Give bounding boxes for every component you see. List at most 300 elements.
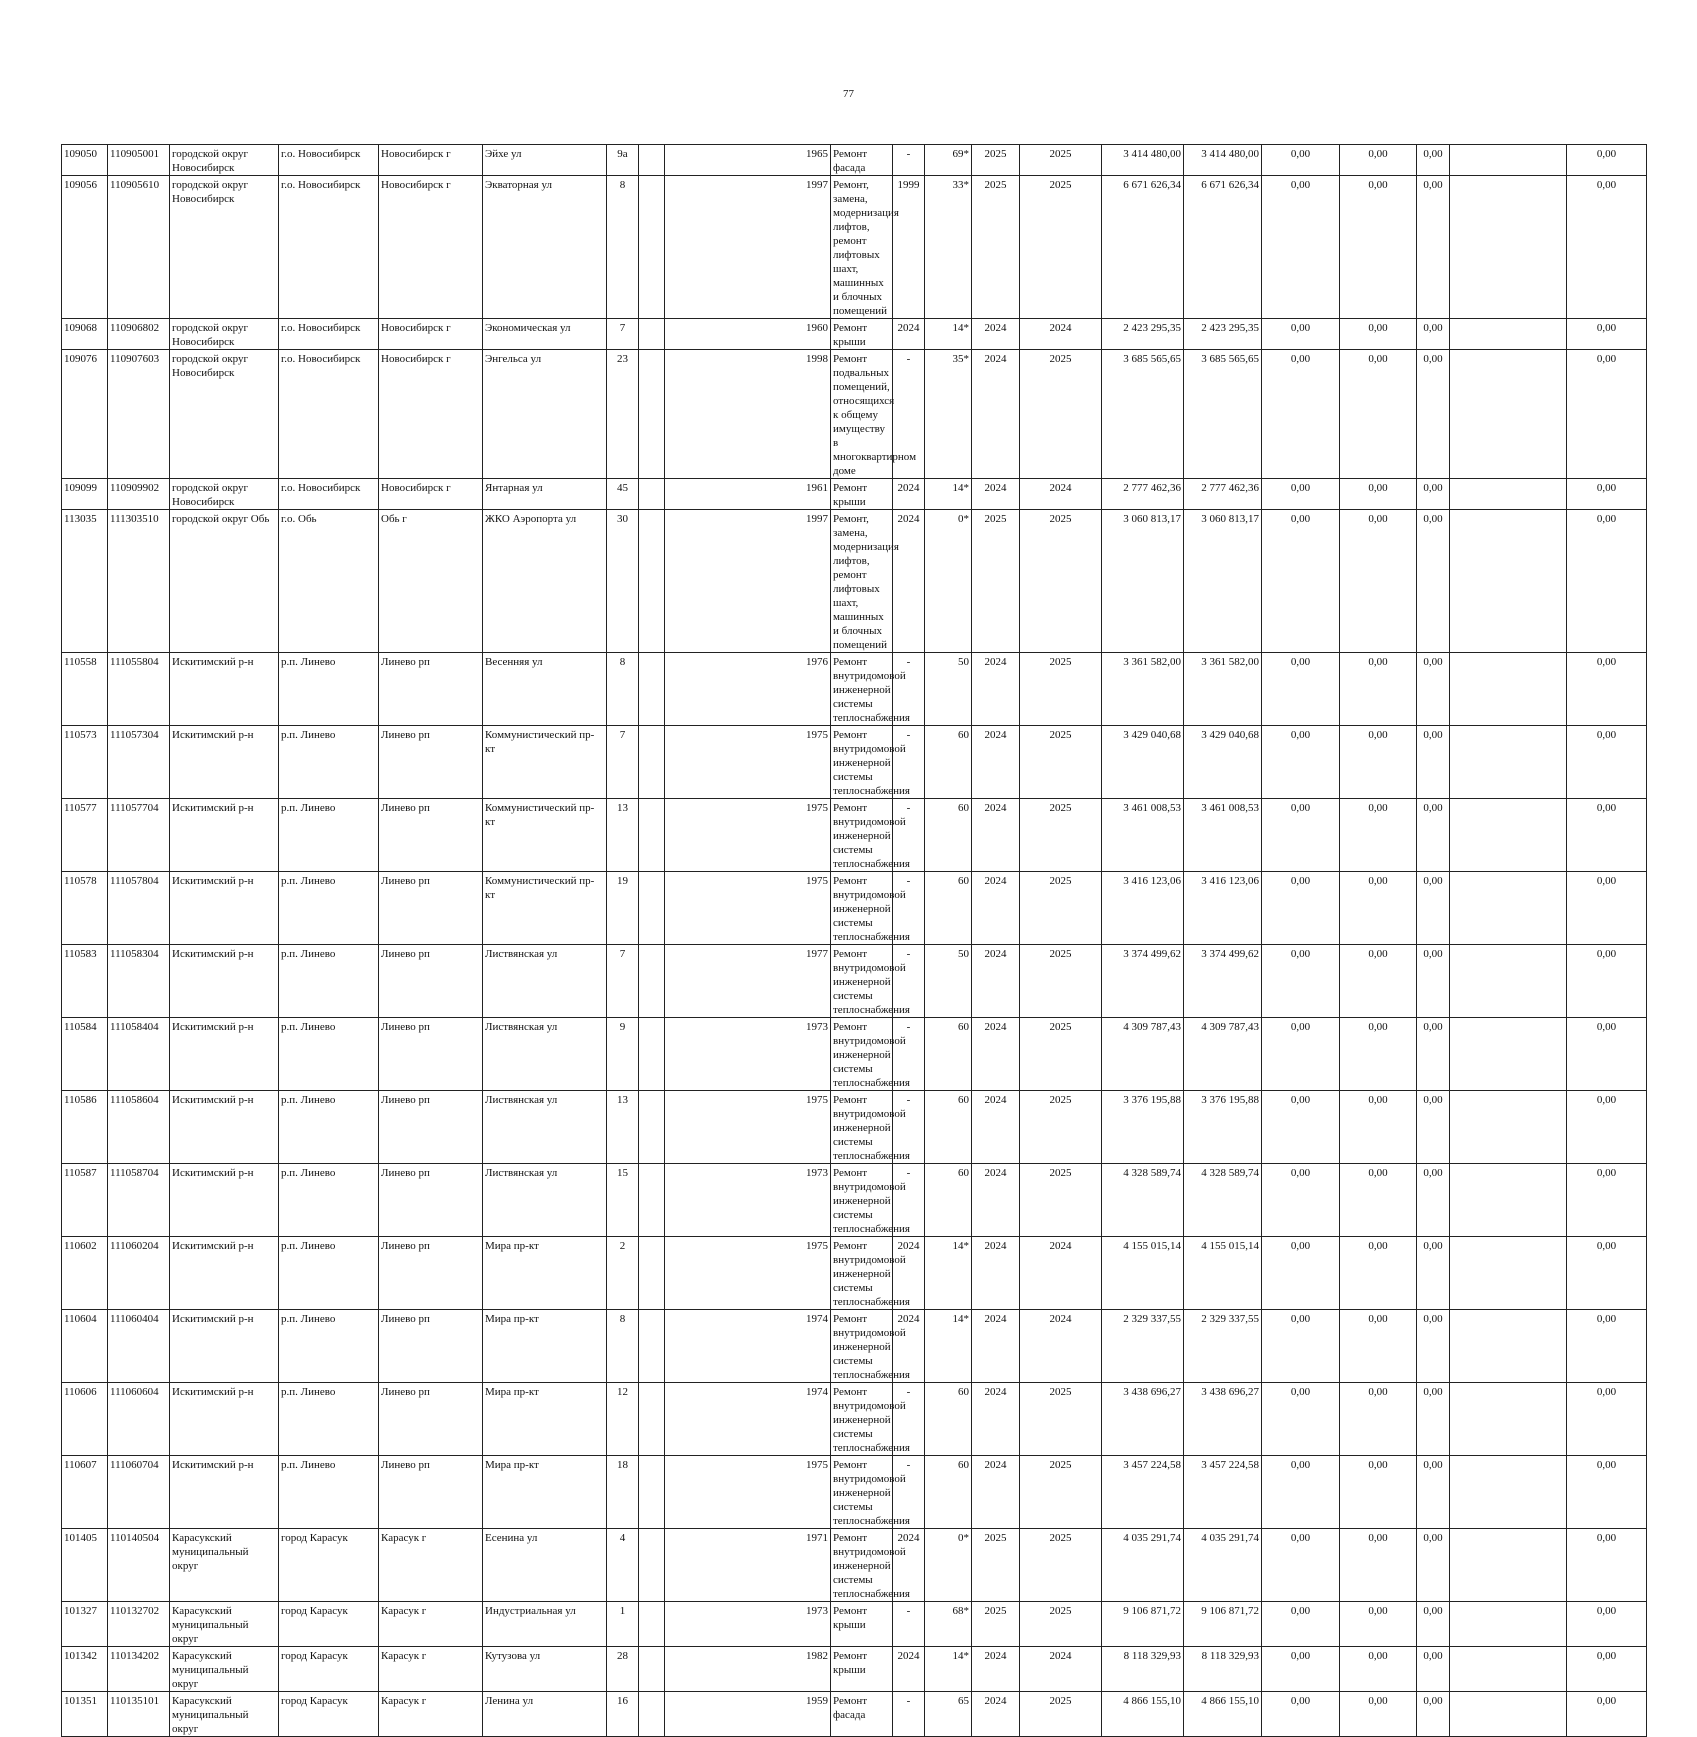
amount-cell: 0,00: [1417, 1456, 1450, 1529]
wear-cell: 35*: [925, 350, 972, 479]
locality-cell: Карасук г: [379, 1602, 483, 1647]
work-type-cell: Ремонт фасада: [831, 145, 893, 176]
amount-cell: 0,00: [1567, 1602, 1647, 1647]
cost-fund-cell: 2 423 295,35: [1184, 319, 1262, 350]
amount-cell: 0,00: [1262, 319, 1340, 350]
municipality-cell: городской округ Новосибирск: [170, 176, 279, 319]
row-id-cell: 110587: [62, 1164, 108, 1237]
empty-cell: [1450, 510, 1567, 653]
extra-cell: [639, 1237, 665, 1310]
last-repair-cell: 2024: [893, 1237, 925, 1310]
amount-cell: 0,00: [1262, 726, 1340, 799]
empty-cell: [1450, 1383, 1567, 1456]
amount-cell: 0,00: [1417, 510, 1450, 653]
house-code-cell: 111060604: [108, 1383, 170, 1456]
amount-cell: 0,00: [1262, 872, 1340, 945]
end-year-cell: 2025: [1020, 1383, 1102, 1456]
amount-cell: 0,00: [1567, 510, 1647, 653]
end-year-cell: 2025: [1020, 1164, 1102, 1237]
work-type-cell: Ремонт внутридомовой инженерной системы теплоснабжения: [831, 653, 893, 726]
empty-cell: [1450, 799, 1567, 872]
row-id-cell: 110558: [62, 653, 108, 726]
house-code-cell: 111057804: [108, 872, 170, 945]
amount-cell: 0,00: [1567, 726, 1647, 799]
locality-cell: Новосибирск г: [379, 176, 483, 319]
house-number-cell: 7: [607, 726, 639, 799]
street-cell: Листвянская ул: [483, 1164, 607, 1237]
house-code-cell: 111058704: [108, 1164, 170, 1237]
cost-total-cell: 4 328 589,74: [1102, 1164, 1184, 1237]
table-row: [62, 479, 1647, 510]
street-cell: Ленина ул: [483, 1692, 607, 1737]
empty-cell: [1450, 1164, 1567, 1237]
street-cell: Мира пр-кт: [483, 1383, 607, 1456]
year-built-cell: 1965: [665, 145, 831, 176]
street-cell: Весенняя ул: [483, 653, 607, 726]
work-type-cell: Ремонт внутридомовой инженерной системы теплоснабжения: [831, 799, 893, 872]
amount-cell: 0,00: [1340, 945, 1417, 1018]
last-repair-cell: -: [893, 1383, 925, 1456]
extra-cell: [639, 1018, 665, 1091]
year-built-cell: 1975: [665, 1456, 831, 1529]
row-id-cell: 110583: [62, 945, 108, 1018]
work-type-cell: Ремонт крыши: [831, 1602, 893, 1647]
amount-cell: 0,00: [1262, 1383, 1340, 1456]
amount-cell: 0,00: [1262, 1456, 1340, 1529]
street-cell: Экваторная ул: [483, 176, 607, 319]
work-type-cell: Ремонт внутридомовой инженерной системы теплоснабжения: [831, 1018, 893, 1091]
last-repair-cell: 2024: [893, 1647, 925, 1692]
wear-cell: 60: [925, 799, 972, 872]
last-repair-cell: -: [893, 799, 925, 872]
cost-total-cell: 4 155 015,14: [1102, 1237, 1184, 1310]
street-cell: ЖКО Аэропорта ул: [483, 510, 607, 653]
end-year-cell: 2025: [1020, 945, 1102, 1018]
end-year-cell: 2024: [1020, 319, 1102, 350]
municipality-cell: Искитимский р-н: [170, 1310, 279, 1383]
house-code-cell: 110905610: [108, 176, 170, 319]
amount-cell: 0,00: [1567, 1692, 1647, 1737]
end-year-cell: 2024: [1020, 479, 1102, 510]
cost-fund-cell: 3 060 813,17: [1184, 510, 1262, 653]
amount-cell: 0,00: [1340, 1692, 1417, 1737]
table-row: [62, 1383, 1647, 1456]
year-built-cell: 1975: [665, 1237, 831, 1310]
end-year-cell: 2025: [1020, 1602, 1102, 1647]
last-repair-cell: 2024: [893, 510, 925, 653]
end-year-cell: 2024: [1020, 1647, 1102, 1692]
municipality-cell: Карасукский муниципальный округ: [170, 1692, 279, 1737]
cost-total-cell: 3 060 813,17: [1102, 510, 1184, 653]
last-repair-cell: -: [893, 1456, 925, 1529]
amount-cell: 0,00: [1340, 1237, 1417, 1310]
amount-cell: 0,00: [1417, 1310, 1450, 1383]
empty-cell: [1450, 479, 1567, 510]
last-repair-cell: 2024: [893, 319, 925, 350]
locality-cell: Линево рп: [379, 1310, 483, 1383]
end-year-cell: 2025: [1020, 510, 1102, 653]
table-body: [62, 145, 1647, 1737]
start-year-cell: 2024: [972, 479, 1020, 510]
street-cell: Янтарная ул: [483, 479, 607, 510]
cost-fund-cell: 3 374 499,62: [1184, 945, 1262, 1018]
house-number-cell: 12: [607, 1383, 639, 1456]
locality-cell: Новосибирск г: [379, 350, 483, 479]
municipality-cell: Искитимский р-н: [170, 1456, 279, 1529]
house-code-cell: 110909902: [108, 479, 170, 510]
locality-cell: Карасук г: [379, 1692, 483, 1737]
amount-cell: 0,00: [1567, 479, 1647, 510]
municipality-cell: Искитимский р-н: [170, 653, 279, 726]
settlement-cell: г.о. Обь: [279, 510, 379, 653]
amount-cell: 0,00: [1567, 1310, 1647, 1383]
cost-total-cell: 3 429 040,68: [1102, 726, 1184, 799]
street-cell: Коммунистический пр-кт: [483, 726, 607, 799]
start-year-cell: 2025: [972, 145, 1020, 176]
cost-total-cell: 8 118 329,93: [1102, 1647, 1184, 1692]
house-code-cell: 110140504: [108, 1529, 170, 1602]
empty-cell: [1450, 1529, 1567, 1602]
year-built-cell: 1973: [665, 1018, 831, 1091]
year-built-cell: 1974: [665, 1383, 831, 1456]
amount-cell: 0,00: [1340, 1018, 1417, 1091]
amount-cell: 0,00: [1340, 1456, 1417, 1529]
extra-cell: [639, 872, 665, 945]
amount-cell: 0,00: [1567, 1647, 1647, 1692]
amount-cell: 0,00: [1567, 1091, 1647, 1164]
end-year-cell: 2025: [1020, 1529, 1102, 1602]
house-number-cell: 16: [607, 1692, 639, 1737]
locality-cell: Линево рп: [379, 1164, 483, 1237]
amount-cell: 0,00: [1340, 145, 1417, 176]
cost-total-cell: 3 457 224,58: [1102, 1456, 1184, 1529]
cost-fund-cell: 3 685 565,65: [1184, 350, 1262, 479]
municipality-cell: Искитимский р-н: [170, 1237, 279, 1310]
row-id-cell: 101405: [62, 1529, 108, 1602]
street-cell: Эйхе ул: [483, 145, 607, 176]
cost-fund-cell: 3 438 696,27: [1184, 1383, 1262, 1456]
work-type-cell: Ремонт внутридомовой инженерной системы теплоснабжения: [831, 1383, 893, 1456]
empty-cell: [1450, 945, 1567, 1018]
extra-cell: [639, 1383, 665, 1456]
amount-cell: 0,00: [1262, 1091, 1340, 1164]
table-row: [62, 1602, 1647, 1647]
row-id-cell: 110584: [62, 1018, 108, 1091]
municipality-cell: городской округ Новосибирск: [170, 145, 279, 176]
empty-cell: [1450, 726, 1567, 799]
table-row: [62, 1018, 1647, 1091]
house-code-cell: 110905001: [108, 145, 170, 176]
amount-cell: 0,00: [1567, 1383, 1647, 1456]
settlement-cell: р.п. Линево: [279, 1164, 379, 1237]
cost-fund-cell: 3 429 040,68: [1184, 726, 1262, 799]
amount-cell: 0,00: [1417, 1529, 1450, 1602]
house-number-cell: 30: [607, 510, 639, 653]
house-number-cell: 8: [607, 176, 639, 319]
table-row: [62, 1456, 1647, 1529]
municipality-cell: Искитимский р-н: [170, 945, 279, 1018]
extra-cell: [639, 510, 665, 653]
start-year-cell: 2024: [972, 1383, 1020, 1456]
municipality-cell: Искитимский р-н: [170, 872, 279, 945]
row-id-cell: 109050: [62, 145, 108, 176]
locality-cell: Новосибирск г: [379, 479, 483, 510]
street-cell: Мира пр-кт: [483, 1310, 607, 1383]
last-repair-cell: 1999: [893, 176, 925, 319]
locality-cell: Линево рп: [379, 726, 483, 799]
end-year-cell: 2025: [1020, 1091, 1102, 1164]
house-code-cell: 111303510: [108, 510, 170, 653]
amount-cell: 0,00: [1567, 350, 1647, 479]
street-cell: Экономическая ул: [483, 319, 607, 350]
amount-cell: 0,00: [1567, 653, 1647, 726]
amount-cell: 0,00: [1262, 1237, 1340, 1310]
table-row: [62, 350, 1647, 479]
work-type-cell: Ремонт внутридомовой инженерной системы теплоснабжения: [831, 1091, 893, 1164]
amount-cell: 0,00: [1340, 1383, 1417, 1456]
work-type-cell: Ремонт внутридомовой инженерной системы теплоснабжения: [831, 1529, 893, 1602]
extra-cell: [639, 145, 665, 176]
wear-cell: 65: [925, 1692, 972, 1737]
work-type-cell: Ремонт внутридомовой инженерной системы теплоснабжения: [831, 726, 893, 799]
house-code-cell: 111057304: [108, 726, 170, 799]
work-type-cell: Ремонт, замена, модернизация лифтов, ремонт лифтовых шахт, машинных и блочных помещений: [831, 176, 893, 319]
row-id-cell: 110604: [62, 1310, 108, 1383]
house-code-cell: 111060404: [108, 1310, 170, 1383]
amount-cell: 0,00: [1262, 799, 1340, 872]
settlement-cell: город Карасук: [279, 1602, 379, 1647]
extra-cell: [639, 1647, 665, 1692]
year-built-cell: 1975: [665, 799, 831, 872]
house-number-cell: 13: [607, 799, 639, 872]
end-year-cell: 2025: [1020, 350, 1102, 479]
extra-cell: [639, 350, 665, 479]
start-year-cell: 2024: [972, 319, 1020, 350]
table-row: [62, 945, 1647, 1018]
year-built-cell: 1975: [665, 872, 831, 945]
locality-cell: Новосибирск г: [379, 319, 483, 350]
wear-cell: 60: [925, 872, 972, 945]
year-built-cell: 1977: [665, 945, 831, 1018]
locality-cell: Обь г: [379, 510, 483, 653]
amount-cell: 0,00: [1417, 726, 1450, 799]
start-year-cell: 2024: [972, 1310, 1020, 1383]
start-year-cell: 2024: [972, 1456, 1020, 1529]
settlement-cell: город Карасук: [279, 1647, 379, 1692]
end-year-cell: 2024: [1020, 1310, 1102, 1383]
table-row: [62, 510, 1647, 653]
table-row: [62, 1091, 1647, 1164]
start-year-cell: 2024: [972, 653, 1020, 726]
amount-cell: 0,00: [1340, 1310, 1417, 1383]
year-built-cell: 1971: [665, 1529, 831, 1602]
wear-cell: 50: [925, 653, 972, 726]
amount-cell: 0,00: [1340, 799, 1417, 872]
empty-cell: [1450, 653, 1567, 726]
extra-cell: [639, 319, 665, 350]
street-cell: Кутузова ул: [483, 1647, 607, 1692]
start-year-cell: 2025: [972, 176, 1020, 319]
empty-cell: [1450, 1456, 1567, 1529]
cost-total-cell: 3 685 565,65: [1102, 350, 1184, 479]
cost-fund-cell: 4 328 589,74: [1184, 1164, 1262, 1237]
house-number-cell: 8: [607, 653, 639, 726]
amount-cell: 0,00: [1417, 319, 1450, 350]
street-cell: Мира пр-кт: [483, 1237, 607, 1310]
start-year-cell: 2024: [972, 1647, 1020, 1692]
work-type-cell: Ремонт крыши: [831, 479, 893, 510]
amount-cell: 0,00: [1417, 945, 1450, 1018]
row-id-cell: 109076: [62, 350, 108, 479]
locality-cell: Линево рп: [379, 1456, 483, 1529]
amount-cell: 0,00: [1262, 1692, 1340, 1737]
settlement-cell: р.п. Линево: [279, 1310, 379, 1383]
cost-total-cell: 9 106 871,72: [1102, 1602, 1184, 1647]
wear-cell: 14*: [925, 319, 972, 350]
cost-total-cell: 2 777 462,36: [1102, 479, 1184, 510]
amount-cell: 0,00: [1262, 145, 1340, 176]
amount-cell: 0,00: [1417, 1602, 1450, 1647]
amount-cell: 0,00: [1417, 653, 1450, 726]
end-year-cell: 2025: [1020, 799, 1102, 872]
amount-cell: 0,00: [1567, 1018, 1647, 1091]
house-number-cell: 4: [607, 1529, 639, 1602]
amount-cell: 0,00: [1417, 799, 1450, 872]
wear-cell: 33*: [925, 176, 972, 319]
work-type-cell: Ремонт подвальных помещений, относящихся к общему имуществу в многоквартирном доме: [831, 350, 893, 479]
page-number: 77: [843, 88, 854, 100]
work-type-cell: Ремонт крыши: [831, 1647, 893, 1692]
start-year-cell: 2024: [972, 1692, 1020, 1737]
extra-cell: [639, 1692, 665, 1737]
year-built-cell: 1961: [665, 479, 831, 510]
house-code-cell: 111060704: [108, 1456, 170, 1529]
house-number-cell: 19: [607, 872, 639, 945]
extra-cell: [639, 176, 665, 319]
amount-cell: 0,00: [1417, 1383, 1450, 1456]
empty-cell: [1450, 145, 1567, 176]
empty-cell: [1450, 350, 1567, 479]
last-repair-cell: -: [893, 350, 925, 479]
house-code-cell: 111058404: [108, 1018, 170, 1091]
amount-cell: 0,00: [1262, 176, 1340, 319]
municipality-cell: городской округ Новосибирск: [170, 319, 279, 350]
empty-cell: [1450, 1692, 1567, 1737]
empty-cell: [1450, 319, 1567, 350]
work-type-cell: Ремонт внутридомовой инженерной системы теплоснабжения: [831, 1456, 893, 1529]
amount-cell: 0,00: [1340, 1091, 1417, 1164]
locality-cell: Линево рп: [379, 1091, 483, 1164]
table-row: [62, 176, 1647, 319]
cost-total-cell: 2 423 295,35: [1102, 319, 1184, 350]
locality-cell: Линево рп: [379, 653, 483, 726]
street-cell: Листвянская ул: [483, 1091, 607, 1164]
wear-cell: 0*: [925, 1529, 972, 1602]
cost-total-cell: 3 374 499,62: [1102, 945, 1184, 1018]
house-code-cell: 110135101: [108, 1692, 170, 1737]
amount-cell: 0,00: [1567, 319, 1647, 350]
year-built-cell: 1973: [665, 1164, 831, 1237]
end-year-cell: 2025: [1020, 145, 1102, 176]
extra-cell: [639, 1602, 665, 1647]
empty-cell: [1450, 1602, 1567, 1647]
table-row: [62, 726, 1647, 799]
table-row: [62, 1647, 1647, 1692]
amount-cell: 0,00: [1340, 176, 1417, 319]
locality-cell: Карасук г: [379, 1647, 483, 1692]
house-number-cell: 23: [607, 350, 639, 479]
municipality-cell: Искитимский р-н: [170, 1164, 279, 1237]
amount-cell: 0,00: [1340, 319, 1417, 350]
end-year-cell: 2025: [1020, 872, 1102, 945]
house-code-cell: 111060204: [108, 1237, 170, 1310]
settlement-cell: город Карасук: [279, 1529, 379, 1602]
amount-cell: 0,00: [1567, 1456, 1647, 1529]
amount-cell: 0,00: [1262, 1647, 1340, 1692]
municipality-cell: городской округ Новосибирск: [170, 350, 279, 479]
locality-cell: Карасук г: [379, 1529, 483, 1602]
start-year-cell: 2024: [972, 799, 1020, 872]
street-cell: Энгельса ул: [483, 350, 607, 479]
house-number-cell: 8: [607, 1310, 639, 1383]
amount-cell: 0,00: [1417, 145, 1450, 176]
last-repair-cell: -: [893, 145, 925, 176]
work-type-cell: Ремонт, замена, модернизация лифтов, ремонт лифтовых шахт, машинных и блочных помещений: [831, 510, 893, 653]
cost-fund-cell: 4 309 787,43: [1184, 1018, 1262, 1091]
cost-fund-cell: 3 461 008,53: [1184, 799, 1262, 872]
house-code-cell: 110907603: [108, 350, 170, 479]
start-year-cell: 2025: [972, 1529, 1020, 1602]
settlement-cell: г.о. Новосибирск: [279, 176, 379, 319]
row-id-cell: 101351: [62, 1692, 108, 1737]
amount-cell: 0,00: [1340, 350, 1417, 479]
end-year-cell: 2024: [1020, 1237, 1102, 1310]
house-number-cell: 13: [607, 1091, 639, 1164]
extra-cell: [639, 726, 665, 799]
cost-fund-cell: 2 777 462,36: [1184, 479, 1262, 510]
table-row: [62, 799, 1647, 872]
house-code-cell: 110134202: [108, 1647, 170, 1692]
municipality-cell: Искитимский р-н: [170, 1383, 279, 1456]
end-year-cell: 2025: [1020, 726, 1102, 799]
cost-fund-cell: 4 866 155,10: [1184, 1692, 1262, 1737]
year-built-cell: 1960: [665, 319, 831, 350]
settlement-cell: р.п. Линево: [279, 653, 379, 726]
row-id-cell: 101342: [62, 1647, 108, 1692]
extra-cell: [639, 1091, 665, 1164]
row-id-cell: 109068: [62, 319, 108, 350]
row-id-cell: 109099: [62, 479, 108, 510]
cost-fund-cell: 3 361 582,00: [1184, 653, 1262, 726]
amount-cell: 0,00: [1417, 872, 1450, 945]
municipality-cell: Искитимский р-н: [170, 1018, 279, 1091]
start-year-cell: 2024: [972, 872, 1020, 945]
extra-cell: [639, 1310, 665, 1383]
last-repair-cell: -: [893, 726, 925, 799]
cost-total-cell: 2 329 337,55: [1102, 1310, 1184, 1383]
street-cell: Коммунистический пр-кт: [483, 799, 607, 872]
amount-cell: 0,00: [1567, 145, 1647, 176]
amount-cell: 0,00: [1417, 1237, 1450, 1310]
house-number-cell: 18: [607, 1456, 639, 1529]
last-repair-cell: -: [893, 1692, 925, 1737]
table-row: [62, 1692, 1647, 1737]
locality-cell: Линево рп: [379, 945, 483, 1018]
amount-cell: 0,00: [1567, 799, 1647, 872]
year-built-cell: 1997: [665, 510, 831, 653]
wear-cell: 60: [925, 1164, 972, 1237]
amount-cell: 0,00: [1567, 945, 1647, 1018]
